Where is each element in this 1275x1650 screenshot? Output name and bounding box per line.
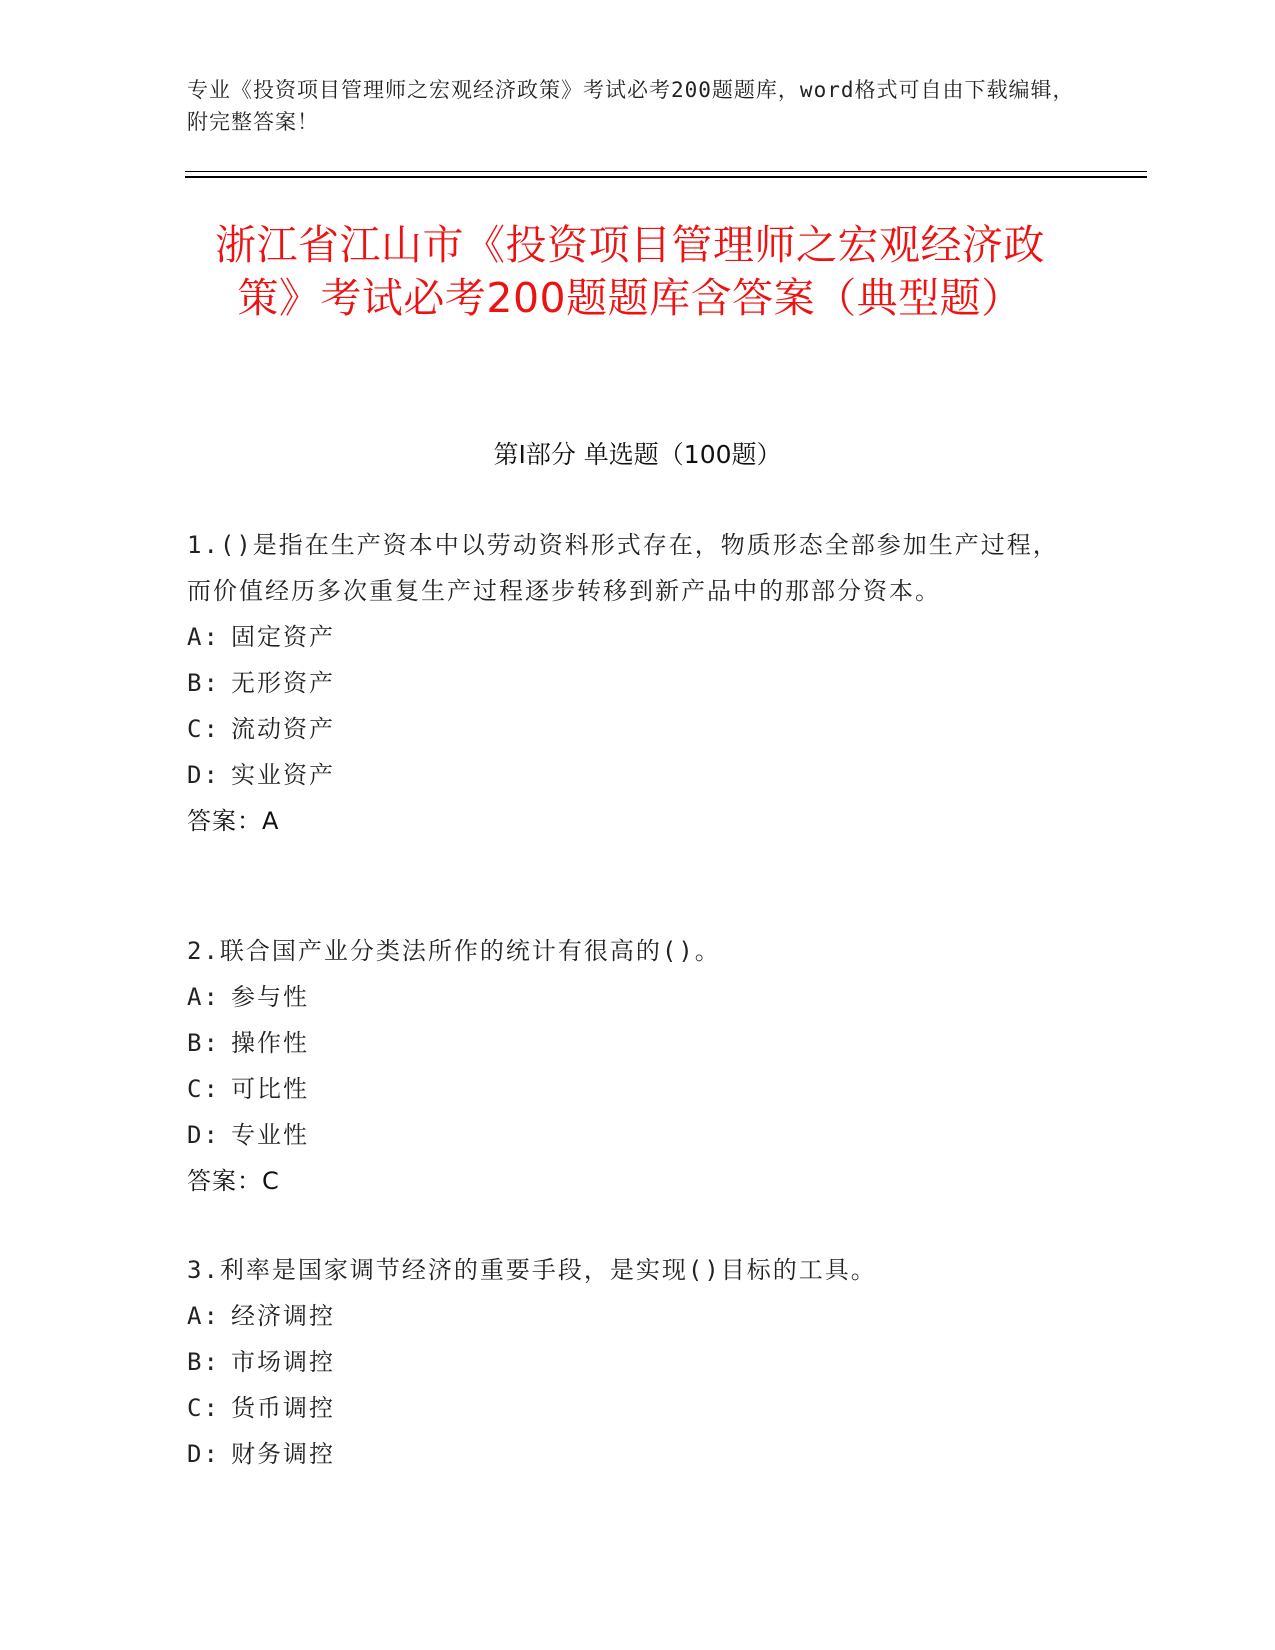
option-c: C: 货币调控 [187, 1394, 335, 1422]
question-3 [187, 1247, 1067, 1477]
header-rule-thick [185, 176, 1147, 178]
question-text: 1.()是指在生产资本中以劳动资料形式存在，物质形态全部参加生产过程，而价值经历多次重复生产过程逐步转移到新产品中的那部分资本。 [187, 531, 1059, 605]
option-a: A: 固定资产 [187, 623, 335, 651]
answer-line: 答案：A [187, 807, 280, 835]
document-title: 浙江省江山市《投资项目管理师之宏观经济政策》考试必考200题题库含答案（典型题） [215, 221, 1045, 322]
option-d: D: 财务调控 [187, 1440, 335, 1468]
option-b: B: 操作性 [187, 1029, 309, 1057]
section-heading: 第Ⅰ部分 单选题（100题） [493, 440, 782, 469]
option-b: B: 无形资产 [187, 669, 335, 697]
option-d: D: 专业性 [187, 1121, 309, 1149]
header-rule-thin [185, 171, 1147, 172]
answer-line: 答案：C [187, 1167, 280, 1195]
option-d: D: 实业资产 [187, 761, 335, 789]
option-b: B: 市场调控 [187, 1348, 335, 1376]
option-c: C: 流动资产 [187, 715, 335, 743]
question-text: 3.利率是国家调节经济的重要手段，是实现()目标的工具。 [187, 1256, 877, 1284]
header-note: 专业《投资项目管理师之宏观经济政策》考试必考200题题库，word格式可自由下载编辑，附完整答案！ [187, 78, 1075, 134]
question-text: 2.联合国产业分类法所作的统计有很高的()。 [187, 937, 721, 965]
option-a: A: 参与性 [187, 983, 309, 1011]
question-1 [187, 522, 1067, 844]
option-c: C: 可比性 [187, 1075, 309, 1103]
question-2 [187, 928, 1067, 1204]
option-a: A: 经济调控 [187, 1302, 335, 1330]
